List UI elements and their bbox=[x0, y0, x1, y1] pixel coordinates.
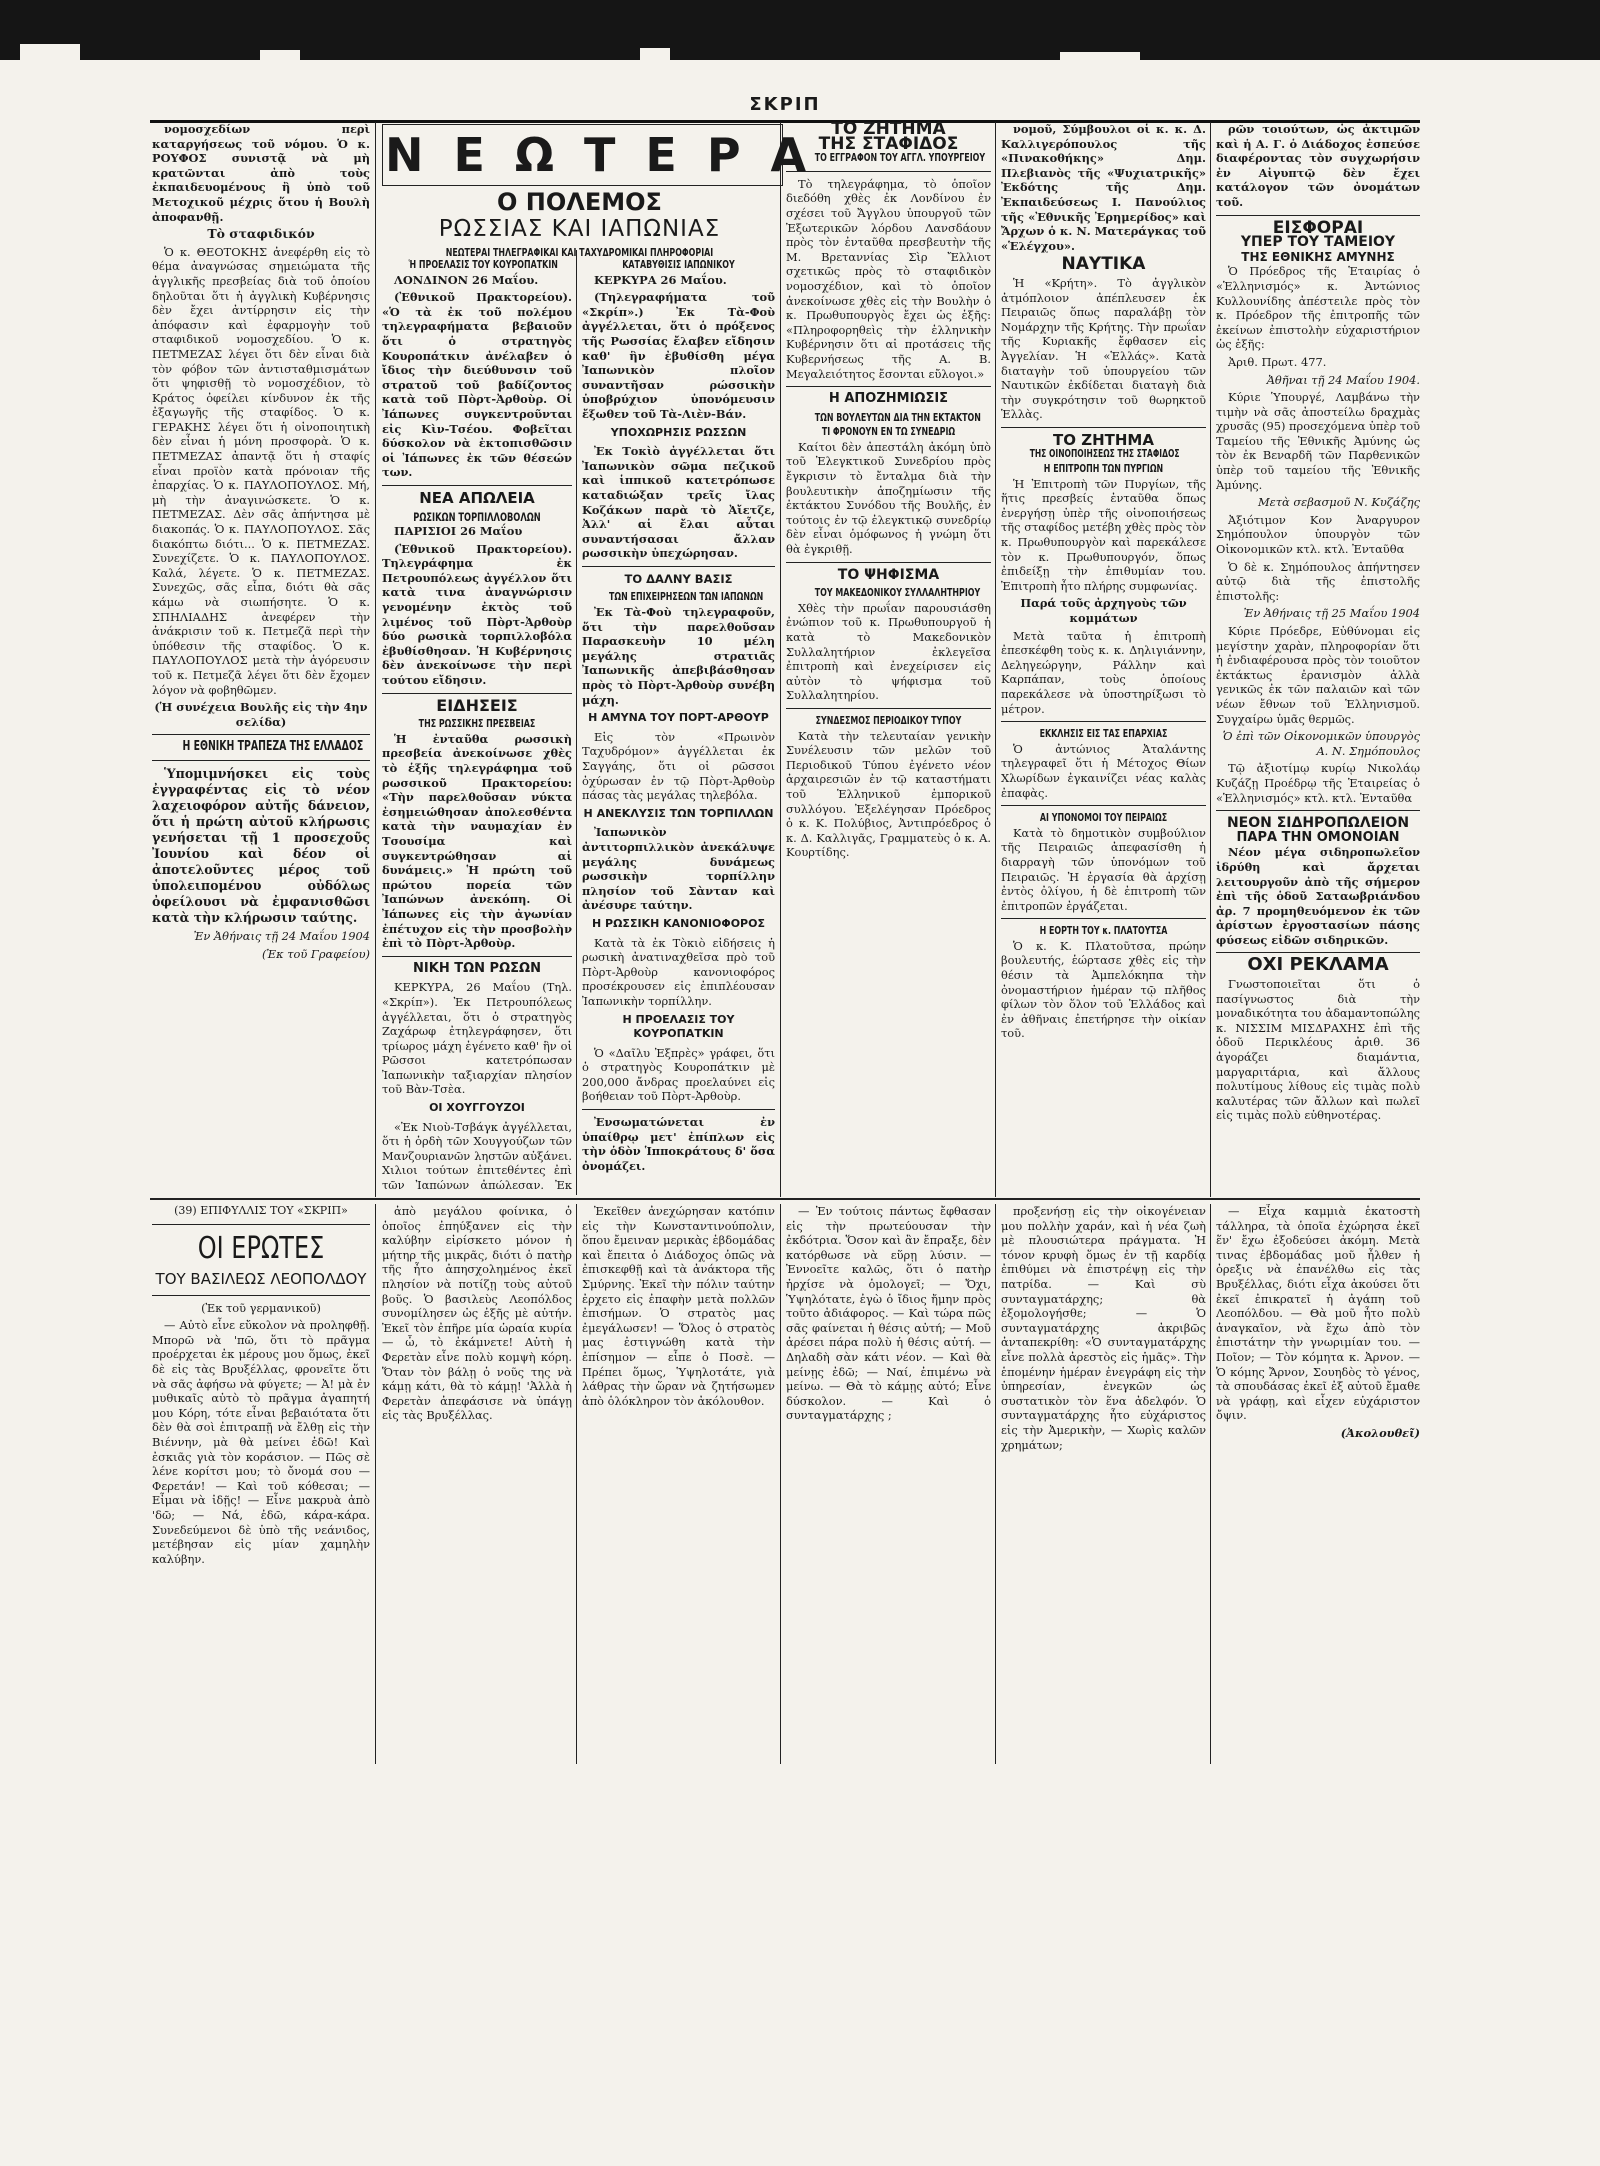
divider bbox=[382, 485, 572, 486]
subhead-operations: ΤΩΝ ΕΠΙΧΕΙΡΗΣΕΩΝ ΤΩΝ ΙΑΠΩΝΩΝ bbox=[609, 590, 764, 604]
article-body: Κατὰ τὴν τελευταίαν γενικὴν Συνέλευσιν τῶν μελῶν τοῦ Περιοδικοῦ Τύπου ἐγένετο νέον ἀρχαιρεσιῶν ἐν τῷ καταστήματι τοῦ Ἑλληνικοῦ ἐμπορικοῦ συλλόγου. Ἐξελέγησαν Πρόεδρος ὁ κ. Κ. Πολύβιος, Ἀντιπρόεδρος ὁ κ. Δ. Καλλιγᾶς, Γραμματεὺς ὁ κ. Α. Κουρτίδης. bbox=[786, 728, 991, 860]
war-headline-1: Ο ΠΟΛΕΜΟΣ bbox=[497, 188, 662, 216]
article-body: Μετὰ ταῦτα ἡ ἐπιτροπὴ ἐπεσκέφθη τοὺς κ. κ. Δηλιγιάννην, Δεληγεώργην, Ράλλην καὶ Καρπάπαν, τοὺς ὁποίους παρεκάλεσε νὰ ὑποστηρίξωσι τὸ μέτρον. bbox=[1001, 628, 1206, 716]
article-body: Ἐκ Τοκὶὸ ἀγγέλλεται ὅτι Ἰαπωνικὸν σῶμα πεζικοῦ καὶ ἱππικοῦ κατετρόπωσε καταδιώξαν τρεῖς ἴλας Κοζάκων παρὰ τὸ Ἀἴετζε, Ἀλλ' αἱ ἔλαι αὗται συναντήσασαι ἄλλαν ρωσσικὴν ὑπεχώρησαν. bbox=[582, 444, 775, 561]
bank-notice-date: Ἐν Ἀθήναις τῇ 24 Μαΐου 1904 bbox=[193, 928, 370, 943]
feuilleton-text: προξενήσῃ εἰς τὴν οἰκογένειαν μου πολλὴν χαράν, καὶ ἡ νέα ζωὴ μὲ πλουσιώτερα πράγματα. Ἡ τόνον κρυφὴ ὅμως ἐν τῇ καρδίᾳ ἐπιθύμει νὰ ἐπιστρέψῃ εἰς τὴν πατρίδα. — Καὶ σὺ συνταγματάρχης; θὰ ἐξομολογήσθε; — Ὁ συνταγματάρχης ἀκριβῶς ἀνταπεκρίθη: «Ὁ συνταγματάρχης εἶνε πολλὰ ἀρεστὸς εἰς ἡμᾶς». Τὴν ἑπομένην ἡμέραν ἐνεγράφη εἰς τὴν ὑπηρεσίαν, ἐνεγκῶν ὡς συστατικὸν τὸν ἕνα ἀδελφόν. Ὁ συνταγματάρχης ἦτο εὐχάριστος εἰς τὴν Ἀμερικὴν, — Χωρὶς καλῶν χρημάτων; bbox=[1001, 1204, 1206, 1452]
contributions-title: ΕΙΣΦΟΡΑΙ bbox=[1272, 217, 1364, 238]
column-rule bbox=[1210, 1204, 1211, 1764]
protocol-number: Ἀριθ. Πρωτ. 477. bbox=[1228, 354, 1327, 369]
compensation-subhead: ΤΩΝ ΒΟΥΛΕΥΤΩΝ ΔΙΑ ΤΗΝ ΕΚΤΑΚΤΟΝ bbox=[814, 410, 981, 424]
neotera-left-column bbox=[382, 258, 572, 1193]
divider bbox=[1216, 810, 1420, 811]
feuilleton-column-3 bbox=[582, 1204, 775, 1764]
subhead-new-loss: ΝΕΑ ΑΠΩΛΕΙΑ bbox=[419, 488, 535, 507]
bank-notice-title: Η ΕΘΝΙΚΗ ΤΡΑΠΕΖΑ ΤΗΣ ΕΛΛΑΔΟΣ bbox=[182, 739, 364, 755]
subhead-gunboat: Η ΡΩΣΣΙΚΗ ΚΑΝΟΝΙΟΦΟΡΟΣ bbox=[591, 916, 765, 930]
divider bbox=[1216, 215, 1420, 216]
article-body: Γνωστοποιεῖται ὅτι ὁ πασίγνωστος διὰ τὴν μοναδικότητα του ἀδαμαντοπώλης κ. ΝΙΣΣΙΜ ΜΙΣΔΡΑΧΗΣ ἐπὶ τῆς ὁδοῦ Περικλέους ἀριθ. 36 ἀγοράζει διαμάντια, μαργαριτάρια, καὶ ἄλλους πολυτίμους λίθους εἰς τιμὰς πολὺ καλυτέρας τῶν ἄλλων καὶ πωλεῖ εἰς τιμὰς πολὺ εὐθηνοτέρας. bbox=[1216, 977, 1420, 1123]
column-rule bbox=[375, 1204, 376, 1764]
article-body: Ὁ κ. Κ. Πλατοῦτσα, πρώην βουλευτής, ἑώρτασε χθὲς εἰς τὴν θέσιν τὰ Ἀμπελόκηπα τὴν ὀνομαστήριον ἡμέραν τῷ πλῆθος φίλων τὸν ὅλον τοῦ Ἑλλάδος καὶ ἐν ἀθῆναις ἐπετήρησε τὴν οἰκίαν τοῦ. bbox=[1001, 938, 1206, 1041]
feuilleton-text: ἀπὸ μεγάλου φοίνικα, ὁ ὁποῖος ἐπηύξανεν εἰς τὴν καλύβην εἰρίσκετο μόνον ἡ μήτηρ τῆς μικρᾶς, διότι ὁ πατὴρ τῆς ἦτο ἀπησχολημένος ἐκεῖ πλησίον νὰ ποτίζῃ τοὺς αὐτοῦ βοῦς. Ὁ βασιλεὺς Λεοπόλδος συνομίλησεν ὡς ἐξῆς μὲ αὐτήν. Ἐκεῖ τὸν ἐπῆρε μία ὡραία κυρία — ὦ, τὸ ἐκάμνετε! Αὐτὴ ἡ Φερετὰν εἶνε πολὺ κομψὴ κόρη. Ὅταν τὸν βάλῃ ὁ νοῦς της νὰ κάμῃ κάτι, θὰ τὸ κάμῃ! 'Ἀλλὰ ἡ Φερετὰν ἀπεφάσισε νὰ ὑπάγῃ εἰς τὰς Βρυξέλλας. bbox=[382, 1204, 572, 1423]
article-body: Χθὲς τὴν πρωΐαν παρουσιάσθη ἐνώπιον τοῦ κ. Πρωθυπουργοῦ ἡ κατὰ τὸ Μακεδονικὸν Συλλαλητήριον ἐκλεγεῖσα ἐπιτροπὴ καὶ ἐνεχείρισεν εἰς αὐτὸν τὸ ψήφισμα τοῦ Συλλαλητηρίου. bbox=[786, 600, 991, 703]
article-body: Ὁ «Δαῖλυ Ἐξπρὲς» γράφει, ὅτι ὁ στρατηγὸς Κουροπάτκιν μὲ 200,000 ἄνδρας προελαύνει εἰς βοήθειαν τοῦ Πὸρτ-Ἀρθοὺρ. bbox=[582, 1045, 775, 1104]
feuilleton-column-2 bbox=[382, 1204, 572, 1764]
addressee: Ἀξιότιμον Κον Ἀναργυρον Σημόπουλον ὑπουργὸν τῶν Οἰκονομικῶν κτλ. κτλ. Ἐνταῦθα bbox=[1216, 512, 1420, 557]
article-body: (Τηλεγραφήματα τοῦ «Σκρίπ».) Ἐκ Τὰ-Φοὺ ἀγγέλλεται, ὅτι ὁ πρόξενος τῆς Ρωσσίας ἔλαβεν εἴδησιν καθ' ἣν ἐβυθίσθη μέγα Ἰαπωνικὸν πλοῖον συναντῆσαν ρώσσικὴν ὑποβρύχιον ὑπονόμευσιν ἔξωθεν τοῦ Τὰ-Λιὲν-Βάν. bbox=[582, 290, 775, 421]
divider bbox=[1001, 721, 1206, 722]
masthead bbox=[150, 94, 1420, 123]
naval-title: ΝΑΥΤΙΚΑ bbox=[1061, 254, 1146, 275]
raisin-title-1: ΤΟ ΖΗΤΗΜΑ bbox=[831, 122, 946, 139]
article-body: Ὁ ἀντώνιος Ἀταλάντης τηλεγραφεῖ ὅτι ἡ Μέτοχος Θίων Χλωρίδων ἐγκαινίζει νέας καλὰς ἐπαφὰς. bbox=[1001, 741, 1206, 800]
article-body: Καίτοι δὲν ἀπεστάλη ἀκόμη ὑπὸ τοῦ Ἐλεγκτικοῦ Συνεδρίου πρὸς ἔγκρισιν τὸ ἔνταλμα διὰ τὴν βουλευτικὴν ἀποζημίωσιν τῆς ἐκτάκτου Συνόδου τῆς Βουλῆς, ἐν τούτοις ἐν τῷ ἐλεγκτικῷ συνεδρίῳ δὲν εἶναι ὁμόφωνος ἡ γνώμη ὅτι θὰ ἐγκριθῇ. bbox=[786, 439, 991, 557]
to-be-continued: (Ἀκολουθεῖ) bbox=[1340, 1425, 1420, 1440]
article-body: (Ἐθνικοῦ Πρακτορείου). «Ὁ τὰ ἐκ τοῦ πολέμου τηλεγραφήματα βεβαιοῦν ὅτι ὁ στρατηγὸς Κουροπάτκιν ἀνέλαβεν ὁ ἴδιος τὴν διεύθυνσιν τοῦ στρατοῦ τοῦ βαδίζοντος κατὰ τοῦ Πὸρτ-Ἀρθοὺρ. Οἱ Ἰάπωνες συγκεντροῦνται εἰς Κὶν-Τσέου. Φοβεῖται δύσκολον νὰ ἐκτοπισθῶσιν οἱ Ἰάπωνες ἐκ τῶν θέσεών των. bbox=[382, 290, 572, 480]
divider bbox=[152, 1224, 370, 1225]
feuilleton-number: (39) ΕΠΙΦΥΛΛΙΣ ΤΟΥ «ΣΚΡΙΠ» bbox=[174, 1204, 348, 1217]
article-body: Ἐκ Τὰ-Φοὺ τηλεγραφοῦν, ὅτι τὴν παρελθοῦσαν Παρασκευὴν 10 μέλη μεγάλης στρατιᾶς Ἰαπωνικῆς ἀπεβιβάσθησαν πρὸς τὸ Πὸρτ-Ἀρθοὺρ συνέβη μάχη. bbox=[582, 605, 775, 707]
divider bbox=[786, 708, 991, 709]
winemaking-subhead-2: Η ΕΠΙΤΡΟΠΗ ΤΩΝ ΠΥΡΓΙΩΝ bbox=[1043, 462, 1164, 476]
article-body: νομοῦ, Σύμβουλοι οἱ κ. κ. Δ. Καλλιγερόπουλος τῆς «Πινακοθήκης» Δημ. Πλεβιανὸς τῆς «Ψυχιατρικῆς» Ἐκδότης τῆς Δημ. Ἐκπαιδεύσεως Ι. Πανούλιος τῆς «Ἐθνικῆς Ἐρημερίδος» καὶ Ἄρχων ὁ κ. Ν. Ματεράγκας τοῦ «Ἑλέγχου». bbox=[1001, 122, 1206, 253]
article-body: Ἰαπωνικὸν ἀντιτορπιλλικὸν ἀνεκάλυψε μεγάλης δυνάμεως ρωσσικὴν τορπίλλην πλησίον τοῦ Σὰνταν καὶ ἀνέσυρε ταύτην. bbox=[582, 825, 775, 913]
signature: Ὁ ἐπὶ τῶν Οἰκονομικῶν ὑπουργὸς Α. Ν. Σημόπουλος bbox=[1222, 729, 1420, 758]
subhead-victory: ΝΙΚΗ ΤΩΝ ΡΩΣΩΝ bbox=[413, 960, 541, 976]
column-1 bbox=[152, 122, 370, 1192]
subhead-staphis: Τὸ σταφιδικόν bbox=[207, 226, 315, 242]
column-rule bbox=[1210, 122, 1211, 1197]
article-body: Ἡ Ἐπιτροπὴ τῶν Πυργίων, τῆς ἥτις πρεσβείς ἐνταῦθα ὅπως ἐνεργήσῃ ὑπὲρ τῆς οἰνοποιήσεως τῆς σταφίδος μετέβη χθὲς πρὸς τὸν κ. Πρωθυπουργὸν καὶ παρεκάλεσε τὸν κ. Πρωθυπουργόν, ὅπως ἐπιδείξῃ τὴν ἐπιθυμίαν του. Ἐπιτροπὴ ἦτο πλήρης συμφωνίας. bbox=[1001, 476, 1206, 593]
bank-notice-body: Ὑπομιμνήσκει εἰς τοὺς ἐγγραφέντας εἰς τὸ νέον λαχειοφόρον αὐτῆς δάνειον, ὅτι ἡ πρώτη αὐτοῦ κλήρωσις γενήσεται τῇ 1 προσεχοῦς Ἰουνίου καὶ δέον οἱ ἀποτελοῦντες μέρος τοῦ ὑπολειπομένου οὐδόλως ὀφείλουσι νὰ ἐμφανισθῶσι κατὰ τὴν κλήρωσιν ταύτης. bbox=[152, 765, 370, 925]
article-body: Κατὰ τὸ δημοτικὸν συμβούλιον τῆς Πειραιῶς ἀπεφασίσθη ἡ διαρραγὴ τῶν ὑπονόμων τοῦ Πειραιῶς. Ἡ ἐργασία θὰ ἀρχίσῃ ἐντὸς ὀλίγου, ἡ δὲ ἐπιτροπὴ τῶν ἐπιτροπῶν ἐργάζεται. bbox=[1001, 825, 1206, 913]
column-rule bbox=[576, 250, 577, 1195]
parliament-text-top: νομοσχεδίων περὶ καταργήσεως τοῦ νόμου. Ὁ κ. ΡΟΥΦΟΣ συνιστᾷ νὰ μὴ κρατῶνται ἀπὸ τοὺς ἐκπαιδευομένους ἢ ὑπὸ τοῦ Μετοχικοῦ μέχρις ὅτου ἡ Βουλὴ ἀποφανθῇ. bbox=[152, 122, 370, 224]
ironmonger-title: ΝΕΟΝ ΣΙΔΗΡΟΠΩΛΕΙΟΝ bbox=[1226, 815, 1410, 832]
feuilleton-column-5 bbox=[1001, 1204, 1206, 1764]
raisin-title-2: ΤΗΣ ΣΤΑΦΙΔΟΣ bbox=[818, 133, 959, 154]
divider bbox=[152, 734, 370, 735]
letter-date: Ἀθῆναι τῇ 24 Μαΐου 1904. bbox=[1266, 372, 1420, 387]
print-speckle bbox=[260, 50, 300, 60]
raisin-subhead: ΤΟ ΕΓΓΡΑΦΟΝ ΤΟΥ ΑΓΓΛ. ΥΠΟΥΡΓΕΙΟΥ bbox=[814, 151, 986, 165]
article-body: Κατὰ τὰ ἐκ Τὸκιὸ εἰδήσεις ἡ ρωσικὴ ἀνατιναχθεῖσα πρὸ τοῦ Πὸρτ-Ἀρθοὺρ κανονιοφόρος προσέκρουσεν εἰς ἐπιπλέουσαν Ἰαπωνικὴν τορπίλλην. bbox=[582, 935, 775, 1008]
divider bbox=[382, 956, 572, 957]
feuilleton-text: — Αὐτὸ εἶνε εὔκολον νὰ προληφθῇ. Μπορῶ νὰ 'πῶ, ὅτι τὸ πρᾶγμα προέρχεται ἐκ μέρους μου ὅμως, ἐκεῖ δὲ εἰς τὰς Βρυξέλλας, φρονεῖτε ὅτι νὰ σᾶς ἀφήσω νὰ φύγετε; — Ἀ! μὰ ἐν μυθικαῖς αὐτὸ τὸ πρᾶγμα ἀγαπητή μου Κόρη, τότε εἶναι βεβαιότατα ὅτι δὲν θὰ σοὶ ἐπιτραπῇ νὰ ἔλθῃ εἰς τὴν Βιέννην, μὰ θὰ μείνει ἐδῶ! Καὶ ἐσκιᾶς γιὰ τὸν κοράσιον. — Πῶς σὲ λένε κορίτσι μου; τὸ ὄνομά σου — Φερετάν! — Καὶ τοῦ κόθεσαι; — Εἶμαι νὰ ἰδῇς! — Εἶνε μακρυὰ ἀπὸ 'δῶ; — Νά, ἐδῶ, κάρα-κάρα. Συνεδεύμενοι δὲ ὑπὸ τῆς νεάνιδος, μετέβησαν εἰς μίαν χαμηλὴν καλύβην. bbox=[152, 1318, 370, 1566]
article-body: Ἡ «Κρήτη». Τὸ ἀγγλικὸν ἀτμόπλοιον ἀπέπλευσεν ἐκ Πειραιῶς ὅπως παραλάβῃ τὸν Νομάρχην τῆς Κρήτης. Τὴν πρωΐαν τῆς Κυριακῆς ἔφθασεν εἰς Ἀγγελίαν. Ἡ «Ἑλλάς». Κατὰ διαταγὴν τοῦ ὑπουργείου τῶν Ναυτικῶν ἐκδίδεται διαταγὴ διὰ τὴν συγκρότησιν τοῦ θωρηκτοῦ Ἑλλὰς. bbox=[1001, 275, 1206, 422]
feuilleton-title-2: ΤΟΥ ΒΑΣΙΛΕΩΣ ΛΕΟΠΟΛΔΟΥ bbox=[155, 1269, 367, 1288]
column-rule bbox=[995, 122, 996, 1197]
subhead-torpedo-boats: ΡΩΣΙΚΩΝ ΤΟΡΠΙΛΛΟΒΟΛΩΝ bbox=[413, 509, 541, 524]
feuilleton-source: (Ἐκ τοῦ γερμανικοῦ) bbox=[201, 1300, 321, 1315]
feuilleton-column-4 bbox=[786, 1204, 991, 1764]
resolution-subhead: ΤΟΥ ΜΑΚΕΔΟΝΙΚΟΥ ΣΥΛΛΑΛΗΤΗΡΙΟΥ bbox=[814, 586, 981, 600]
article-body: Ὁ δὲ κ. Σημόπουλος ἀπήντησεν αὐτῷ διὰ τῆς ἐπιστολῆς ἐπιστολῆς: bbox=[1216, 559, 1420, 603]
subhead-kouropatkin: Ἡ ΠΡΟΕΛΑΣΙΣ ΤΟΥ ΚΟΥΡΟΠΑΤΚΙΝ bbox=[408, 258, 558, 271]
divider bbox=[152, 1295, 370, 1296]
print-speckle bbox=[1060, 52, 1140, 60]
divider bbox=[1216, 952, 1420, 953]
column-rule bbox=[375, 122, 376, 1197]
bank-notice-sign: (Ἐκ τοῦ Γραφείου) bbox=[261, 946, 370, 961]
no-advertising-title: ΟΧΙ ΡΕΚΛΑΜΑ bbox=[1247, 954, 1389, 976]
compensation-title: Η ΑΠΟΖΗΜΙΩΣΙΣ bbox=[828, 391, 949, 407]
signature: Μετὰ σεβασμοῦ Ν. Κυζάζης bbox=[1257, 495, 1420, 510]
divider bbox=[1001, 918, 1206, 919]
parliament-debate: Ὁ κ. ΘΕΟΤΟΚΗΣ ἀνεφέρθη εἰς τὸ θέμα ἀναγνώσας σημειώματα τῆς ἀγγλικῆς πρεσβείας διὰ τοῦ ὁποίου δηλοῦται ὅτι ἡ ἀγγλικὴ Κυβέρνησις δὲν ἔχει ἀντίρρησιν εἰς τὴν ἀπόφασιν καὶ ἐφαρμογὴν τοῦ σταφιδικοῦ νομοσχεδίου. Ὁ κ. ΠΕΤΜΕΖΑΣ λέγει ὅτι δὲν εἶναι διὰ τὸν φόβον τῶν ἀντισταθμισμάτων ὅτι ψηφισθῇ τὸ νομοσχέδιον, τὸ Κράτος ὀφείλει κίνδυνον ἐκ τῆς ἐξαγωγῆς τῆς σταφίδος. Ὁ κ. ΓΕΡΑΚΗΣ λέγει ὅτι ἡ οἰνοποιητικὴ δὲν εἶναι ἡ μόνη προσφορὰ. Ὁ κ. ΠΕΤΜΕΖΑΣ ἀπαντᾷ ὅτι ἡ σταφίς εἶναι προϊὸν κατὰ πρόνοιαν τῆς ἐπαρχίας. Ὁ κ. ΠΑΥΛΟΠΟΥΛΟΣ. Μή, μὴ τὴν ἀναγινώσκετε. Ὁ κ. ΠΕΤΜΕΖΑΣ. Δὲν σᾶς ἀπήντησα μὲ διακοπάς. Ὁ κ. ΠΑΥΛΟΠΟΥΛΟΣ. Σᾶς διακόπτω διότι... Ὁ κ. ΠΕΤΜΕΖΑΣ. Συνεχίζετε. Ὁ κ. ΠΑΥΛΟΠΟΥΛΟΣ. Καλά, λέγετε. Ὁ κ. ΠΕΤΜΕΖΑΣ. Συνεχῶς, σᾶς εἶπα, διότι θὰ σᾶς κάμω νὰ σιωπήσητε. Ὁ κ. ΣΠΗΛΙΑΔΗΣ ἀνεφέρεν τὴν ἀνάκρισιν τοῦ κ. Πετμεζᾶ περὶ τὴν ὑπόθεσιν τῆς σταφίδος. Ὁ κ. ΠΑΥΛΟΠΟΥΛΟΣ μετὰ τὴν ἀγόρευσιν τοῦ κ. Πετμεζᾶ λέγει ὅτι δὲν ἔχομεν λόγον νὰ φοβηθῶμεν. bbox=[152, 244, 370, 697]
war-subhead: ΝΕΩΤΕΡΑΙ ΤΗΛΕΓΡΑΦΙΚΑΙ ΚΑΙ ΤΑΧΥΔΡΟΜΙΚΑΙ ΠΛΗΡΟΦΟΡΙΑΙ bbox=[445, 246, 714, 259]
dateline: ΚΕΡΚΥΡΑ 26 Μαΐου. bbox=[594, 272, 727, 287]
subhead-embassy: ΤΗΣ ΡΩΣΣΙΚΗΣ ΠΡΕΣΒΕΙΑΣ bbox=[418, 717, 536, 731]
subhead-hunghuz: ΟΙ ΧΟΥΓΓΟΥΖΟΙ bbox=[429, 1101, 525, 1115]
column-6 bbox=[1216, 122, 1420, 1192]
column-4 bbox=[786, 122, 991, 1192]
print-speckle bbox=[20, 44, 80, 60]
compensation-subhead-2: ΤΙ ΦΡΟΝΟΥΝ ΕΝ ΤΩ ΣΥΝΕΔΡΙΩ bbox=[821, 425, 956, 439]
divider bbox=[786, 171, 991, 172]
party-leaders-subhead: Παρά τοῦς ἀρχηγοὺς τῶν κομμάτων bbox=[1020, 596, 1187, 625]
subhead-advance: Η ΠΡΟΕΛΑΣΙΣ ΤΟΥ ΚΟΥΡΟΠΑΤΚΙΝ bbox=[622, 1012, 735, 1041]
article-body: Κύριε Ὑπουργέ, Λαμβάνω τὴν τιμὴν νὰ σᾶς ἀποστείλω δραχμὰς χρυσᾶς (95) προσεχόμενα ὑπὲρ τοῦ Ταμείου τῆς Ἐθνικῆς Ἀμύνης ὡς τὸν ἐκ Βεναρδῆ τῶν Παρθενικῶν ὑπὲρ τοῦ ταμείου τῆς Ἐθνικῆς Ἀμύνης. bbox=[1216, 390, 1420, 492]
notice-text: Ἐνσωματώνεται ἐν ὑπαίθρῳ μετ' ἐπίπλων εἰς τὴν ὁδὸν Ἱπποκράτους δ' ὅσα ὀνομάζει. bbox=[582, 1115, 775, 1173]
war-headline bbox=[382, 186, 777, 259]
feuilleton-text: — Ἐν τούτοις πάντως ἔφθασαν εἰς τὴν πρωτεύουσαν τὴν ἐκδότρια. Ὅσον καὶ ἂν ἔπραξε, δὲν κατόρθωσε νὰ εὕρῃ λύσιν. — Ἐννοεῖτε καλῶς, ὅτι ὁ πατὴρ ἠρχίσε νὰ ὁμολογεῖ; — Ὄχι, Ὑψηλότατε, ἐγὼ ὁ ἴδιος ἤμην πρὸς τοῦτο ἀδιάφορος. — Καὶ τώρα πῶς σᾶς φαίνεται ἡ θέσις αὐτή; — Μοῦ ἀρέσει πάρα πολὺ ἡ θέσις αὐτή. — Δηλαδὴ σὰν κάτι νέον. — Καὶ θὰ μείνῃς ἐδῶ; — Ναί, ἐπιμένω νὰ μείνω. — Θὰ τὸ κάμῃς αὐτό; Εἶνε δύσκολον. — Καὶ ὁ συνταγματάρχης ; bbox=[786, 1204, 991, 1423]
divider bbox=[152, 760, 370, 761]
article-body: Εἰς τὸν «Πρωινὸν Ταχυδρόμον» ἀγγέλλεται ἐκ Σαγγάης, ὅτι οἱ ρῶσσοι ὀχύρωσαν ἐν τῷ Πὸρτ-Ἀρθοὺρ πάσας τὰς μεγάλας τηλεβόλα. bbox=[582, 729, 775, 803]
article-body: Ἡ ἐνταῦθα ρωσσικὴ πρεσβεία ἀνεκοίνωσε χθὲς τὸ ἑξῆς τηλεγράφημα τοῦ ρωσσικοῦ Πρακτορείου: «Τὴν παρελθοῦσαν νύκτα ἐσημειώθησαν ἀπολεσθέντα κατὰ τὴν ναυμαχίαν ἐν Τσουσίμα καὶ συγκεντρώθησαν αἱ δυνάμεις.» Ἡ πρώτη τοῦ πρώτου πορεία τῶν Ἰαπώνων ἀνεκόπη. Οἱ Ἰάπωνες εἰς τὴν ἀγωνίαν ἐπέτυχον εἰς τὴν προσβολὴν ἐπὶ τὸ Πὸρτ-Ἀρθοὺρ. bbox=[382, 731, 572, 951]
sewers-title: ΑΙ ΥΠΟΝΟΜΟΙ ΤΟΥ ΠΕΙΡΑΙΩΣ bbox=[1039, 811, 1168, 825]
press-union-title: ΣΥΝΔΕΣΜΟΣ ΠΕΡΙΟΔΙΚΟΥ ΤΥΠΟΥ bbox=[815, 713, 962, 727]
feuilleton-text: Ἐκεῖθεν ἀνεχώρησαν κατόπιν εἰς τὴν Κωνσταντινούπολιν, ὅπου ἔμειναν μερικὰς ἑβδομάδας καὶ ἔπειτα ὁ Διάδοχος ὁπῶς νὰ ἐπισκεφθῇ καὶ τὰ ἀνάκτορα τῆς Σμύρνης. Ἐκεῖ τὴν πόλιν ταύτην ἐρχετο εἰς ἐπαφὴν μετὰ πολλῶν ἐπισήμων. Ὁ στρατὸς μας ἐμεγάλωσεν! — Ὅλος ὁ στρατὸς μας ἐστιγνώθη κατὰ τὴν ἐπίσημον — εἶπε ὁ Ποσὲ. — Πρέπει ὅμως, Ὑψηλοτάτε, γιὰ λάθρας τὴν ὥραν νὰ ζητήσωμεν ἀπὸ ὁλόκληρον τὸν ἀκόλουθον. bbox=[582, 1204, 775, 1408]
divider bbox=[786, 386, 991, 387]
feuilleton-title-1: ΟΙ ΕΡΩΤΕΣ bbox=[197, 1230, 325, 1266]
ironmonger-subhead: ΠΑΡΑ ΤΗΝ ΟΜΟΝΟΙΑΝ bbox=[1236, 829, 1400, 845]
article-body: Νέον μέγα σιδηροπωλεῖον ἱδρύθη καὶ ἄρχεται λειτουργοῦν ἀπὸ τῆς σήμερον ἐπὶ τῆς ὁδοῦ Σαταωβριάνδου ἀρ. 7 προμηθευόμενον ἐκ τῶν ἀρίστων ἐργοστασίων πάσης φύσεως εἰδῶν σιδηρικῶν. bbox=[1216, 845, 1420, 947]
divider bbox=[382, 693, 572, 694]
article-body: Κύριε Πρόεδρε, Εὐθύνομαι εἰς μεγίστην χαρὰν, πληροφορίαν ὅτι ἡ ἐνδιαφέρουσα πρὸς τὸν τοιοῦτον ἐκτάκτως ἐρανισμὸν ἀλλὰ γενικῶς ἐκ τῶν παλαιῶν καὶ τῶν νέων ἔθνων τοῦ Ἑλληνισμοῦ. Συγχαίρω ὑμᾶς θερμῶς. bbox=[1216, 624, 1420, 726]
contributions-subhead: ΥΠΕΡ ΤΟΥ ΤΑΜΕΙΟΥ bbox=[1240, 234, 1396, 251]
newspaper-name: ΣΚΡΙΠ bbox=[749, 94, 821, 115]
letter-date: Ἐν Ἀθήναις τῇ 25 Μαΐου 1904 bbox=[1243, 606, 1420, 621]
winemaking-title: ΤΟ ΖΗΤΗΜΑ bbox=[1053, 430, 1154, 449]
feuilleton-rule bbox=[150, 1198, 1420, 1200]
subhead-defense: Η ΑΜΥΝΑ ΤΟΥ ΠΟΡΤ-ΑΡΘΟΥΡ bbox=[588, 711, 769, 725]
neotera-banner: ΝΕΩΤΕΡΑ bbox=[382, 124, 783, 186]
neotera-right-column bbox=[582, 258, 775, 1193]
top-black-band bbox=[0, 0, 1600, 60]
war-headline-2: ΡΩΣΣΙΑΣ ΚΑΙ ΙΑΠΩΝΙΑΣ bbox=[438, 216, 721, 242]
provinces-title: ΕΚΚΛΗΣΙΣ ΕΙΣ ΤΑΣ ΕΠΑΡΧΙΑΣ bbox=[1039, 727, 1168, 741]
subhead-news: ΕΙΔΗΣΕΙΣ bbox=[436, 695, 518, 715]
feast-title: Η ΕΟΡΤΗ ΤΟΥ κ. ΠΛΑΤΟΥΤΣΑ bbox=[1039, 924, 1168, 938]
winemaking-subhead: ΤΗΣ ΟΙΝΟΠΟΙΗΣΕΩΣ ΤΗΣ ΣΤΑΦΙΔΟΣ bbox=[1029, 448, 1180, 461]
column-rule bbox=[576, 1204, 577, 1764]
resolution-title: ΤΟ ΨΗΦΙΣΜΑ bbox=[837, 566, 940, 583]
dateline: ΛΟΝΔΙΝΟΝ 26 Μαΐου. bbox=[394, 272, 539, 287]
dateline: ΠΑΡΙΣΙΟΙ 26 Μαΐου bbox=[394, 524, 523, 539]
feuilleton-text: — Εἶχα καμμιὰ ἑκατοστὴ τάλληρα, τὰ ὁποῖα ἐχώρησα ἐκεῖ ἕν' ἔχω ἐξοδεύσει ἀκόμη. Μετὰ τινας ἑβδομάδας μοῦ ἦλθεν ἡ ὀρεξις νὰ ἐπανέλθω εἰς τὰς Βρυξέλλας, διότι εἶχα ἀκούσει ὅτι ἐκεῖ ἐπικρατεῖ ἡ ἀγάπη τοῦ Λεοπόλδου. — Θὰ μοῦ ἦτο πολὺ ἀναγκαῖον, νὰ ἔχω ἀπὸ τὸν ἐπιστάτην τὴν γνωριμίαν του. — Ποῖον; — Τὸν κόμητα κ. Ἀρνον. — Ὁ κόμης Ἄρνον, Σουηδὸς τὸ γένος, τὰ σπουδάσας ἐκεῖ ἐξ αὐτοῦ ἔμαθε νὰ γράφῃ, καὶ εἶχεν εὐχάριστον ὄψιν. bbox=[1216, 1204, 1420, 1423]
article-body: ρῶν τοιούτων, ὡς ἀκτιμῶν καὶ ἡ Α. Γ. ὁ Διάδοχος ἐσπεύσε διαφέροντας τὸν συγχωρήσιν ἐν Αἰγυπτῷ δὲν ἔχει κατάλογον τῶν ὀνομάτων τοῦ. bbox=[1216, 122, 1420, 209]
subhead-retreat: ΥΠΟΧΩΡΗΣΙΣ ΡΩΣΣΩΝ bbox=[610, 425, 747, 439]
contributions-subhead-2: ΤΗΣ ΕΘΝΙΚΗΣ ΑΜΥΝΗΣ bbox=[1241, 249, 1395, 264]
subhead-sinking: ΚΑΤΑΒΥΘΙΣΙΣ ΙΑΠΩΝΙΚΟΥ bbox=[622, 258, 735, 271]
divider bbox=[1001, 805, 1206, 806]
article-body: ΚΕΡΚΥΡΑ, 26 Μαΐου (Τηλ. «Σκρίπ»). Ἐκ Πετρουπόλεως ἀγγέλλεται, ὅτι ὁ στρατηγὸς Ζαχάρωφ ἐτηλεγράφησεν, ὅτι τρίωρος μάχη ἐγένετο καθ' ἣν οἱ Ρῶσσοι κατετρόπωσαν Ἰαπωνικὴν ταξιαρχίαν πλησίον τοῦ Βὰν-Τσὲα. bbox=[382, 980, 572, 1097]
feuilleton-column-6 bbox=[1216, 1204, 1420, 1764]
column-rule bbox=[780, 122, 781, 1197]
column-rule bbox=[780, 1204, 781, 1764]
print-speckle bbox=[640, 48, 670, 60]
column-rule bbox=[995, 1204, 996, 1764]
subhead-dalny: ΤΟ ΔΑΛΝΥ ΒΑΣΙΣ bbox=[624, 571, 733, 586]
article-body: Τὸ τηλεγράφημα, τὸ ὁποῖον διεδόθη χθὲς ἐκ Λονδίνου ἐν σχέσει τοῦ Ἄγγλου ὑπουργοῦ τῶν Ἐξωτερικῶν λόρδου Λανσδάουν πρὸς τὸν ἐνταῦθα πρεσβευτὴν τῆς Μ. Βρεταννίας Σὶρ Ἔλλιοτ σχετικῶς πρὸς τὸ σταφιδικὸν νομοσχέδιον, καὶ τὸ ὁποῖον ἀνεκοίνωσε χθὲς εἰς τὴν Βουλὴν ὁ κ. Πρωθυπουργὸς ἔχει ὡς ἑξῆς: «Πληροφορηθεὶς τὴν ἑλληνικὴν Κυβέρνησιν ὅτι αἱ προτάσεις τῆς Κυβερνήσεως τῆς Α. Β. Μεγαλειότητος ἔσονται εὔλογοι.» bbox=[786, 176, 991, 381]
column-5 bbox=[1001, 122, 1206, 1192]
divider bbox=[582, 566, 775, 567]
article-body: «Ἐκ Νιοὺ-Τσβάγκ ἀγγέλλεται, ὅτι ἡ ὁρδὴ τῶν Χουγγούζων τῶν Μανζουριανῶν ληστῶν αὐξάνει. Χιλιοι τούτων ἐπιτεθέντες ἐπὶ τῶν Ἰαπώνων ἀπώλεσαν. Ἐκ bbox=[382, 1119, 572, 1193]
article-body: (Ἐθνικοῦ Πρακτορείου). Τηλεγράφημα ἐκ Πετρουπόλεως ἀγγέλλον ὅτι κατὰ τινα ἀναγνώρισιν γενομένην ἐκτὸς τοῦ λιμένος τοῦ Πὸρτ-Ἀρθοὺρ δύο ρωσικὰ τορπιλλοβόλα ἐβυθίσθησαν. Ἡ Κυβέρνησις δὲν ἀνεκοίνωσε τὴν περὶ τούτου εἴδησιν. bbox=[382, 541, 572, 688]
divider bbox=[1001, 427, 1206, 428]
continuation-note: (Ἡ συνέχεια Βουλῆς εἰς τὴν 4ην σελίδα) bbox=[154, 700, 368, 729]
article-body: Ὁ Πρόεδρος τῆς Ἑταιρίας ὁ «Ἑλληνισμός» κ. Ἀντώνιος Κυλλουνίδης ἀπέστειλε πρὸς τὸν κ. Πρόεδρον τῆς ἐπιτροπῆς τῶν ἐκείνων ἐπιστολὴν εὐχαριστήριον ὡς ἑξῆς: bbox=[1216, 264, 1420, 352]
feuilleton-column-1 bbox=[152, 1204, 370, 1764]
subhead-torpedoes: Η ΑΝΕΚΛΥΣΙΣ ΤΩΝ ΤΟΡΠΙΛΛΩΝ bbox=[583, 806, 774, 820]
addressee: Τῷ ἀξιοτίμῳ κυρίῳ Νικολάῳ Κυζάζῃ Προέδρῳ τῆς Ἑταιρείας ὁ «Ἑλληνισμός» κτλ. κτλ. Ἐνταῦθα bbox=[1216, 761, 1420, 805]
divider bbox=[582, 1109, 775, 1110]
divider bbox=[786, 562, 991, 563]
